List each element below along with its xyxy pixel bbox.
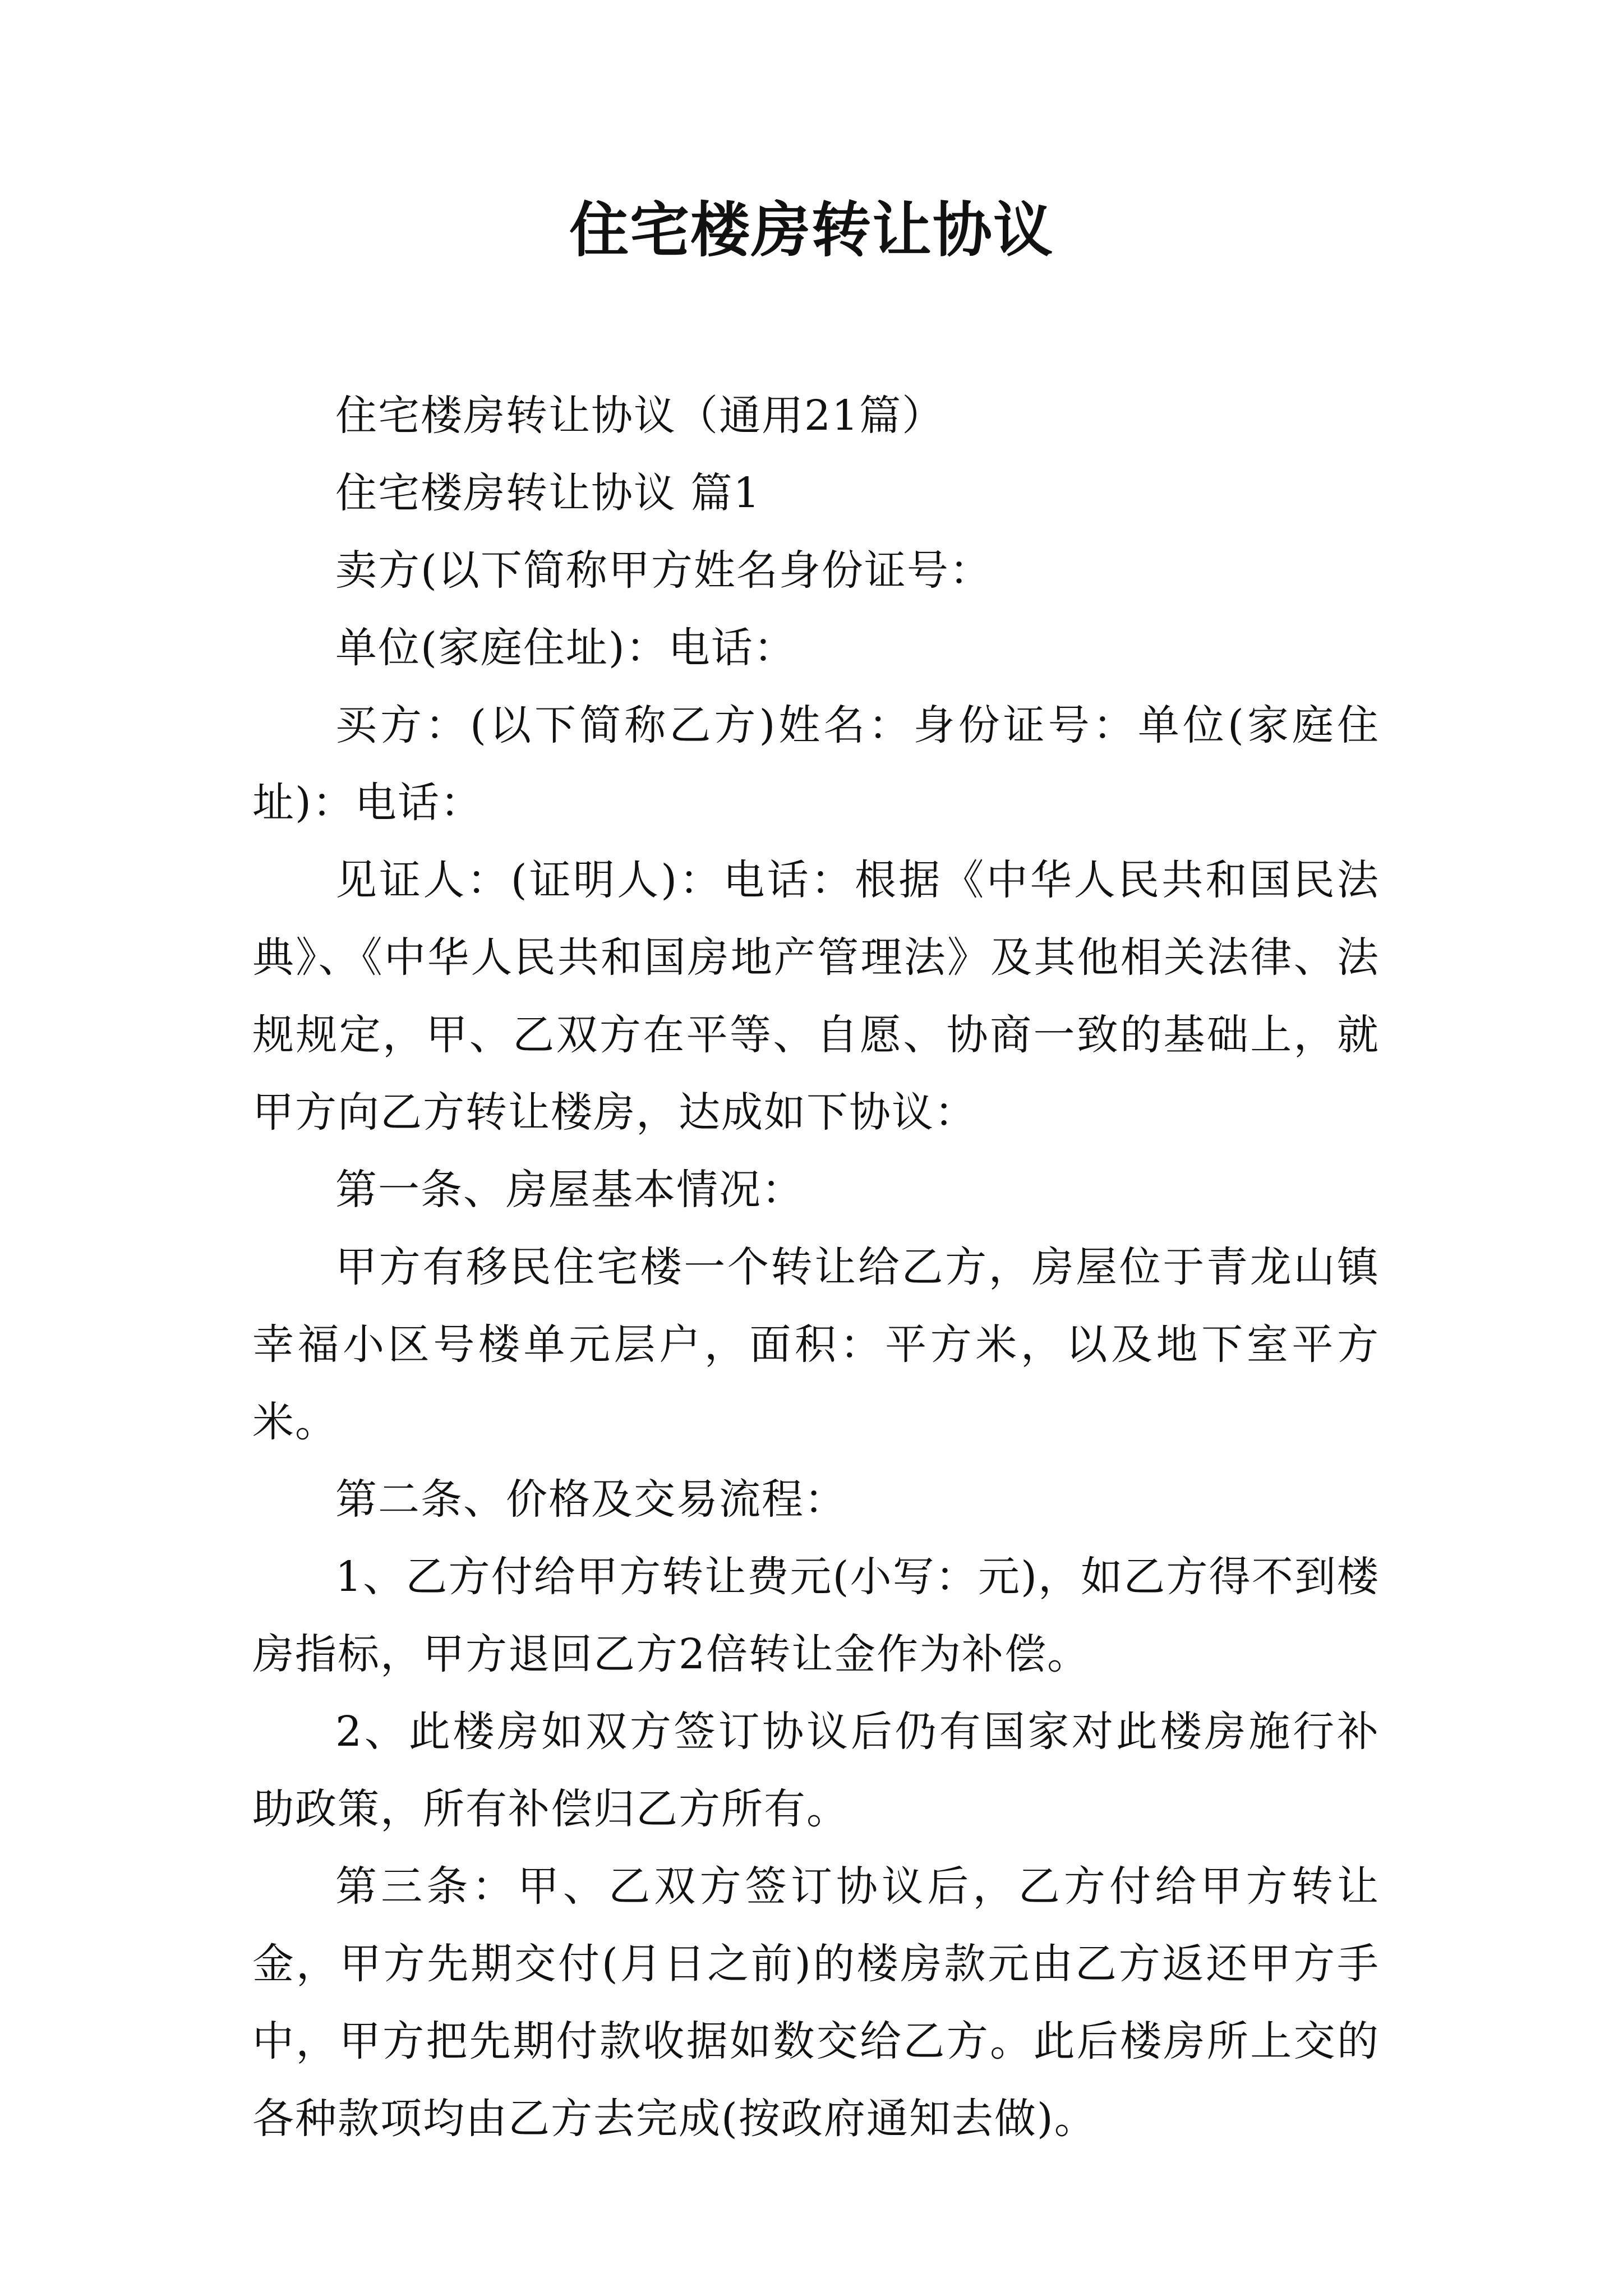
paragraph-article-3: 第三条：甲、乙双方签订协议后，乙方付给甲方转让金，甲方先期交付(月日之前)的楼房款元由乙方返还甲方手中，甲方把先期付款收据如数交给乙方。此后楼房所上交的各种款项均由乙方去完成(按政府通知去做)。 (252, 1862, 1380, 2143)
paragraph-article-2-heading: 第二条、价格及交易流程： (335, 1475, 847, 1524)
paragraph-article-2-item-1: 1、乙方付给甲方转让费元(小写：元)，如乙方得不到楼房指标，甲方退回乙方2倍转让金作为补偿。 (252, 1553, 1380, 1678)
paragraph-witness: 见证人：(证明人)：电话：根据《中华人民共和国民法典》、《中华人民共和国房地产管理法》及其他相关法律、法规规定，甲、乙双方在平等、自愿、协商一致的基础上，就甲方向乙方转让楼房，达成如下协议： (252, 856, 1380, 1137)
paragraph-section-heading: 住宅楼房转让协议 篇1 (335, 469, 761, 517)
paragraph-buyer: 买方：(以下简称乙方)姓名：身份证号：单位(家庭住址)：电话： (252, 701, 1380, 827)
paragraph-seller-address: 单位(家庭住址)：电话： (335, 624, 796, 672)
paragraph-article-1-heading: 第一条、房屋基本情况： (335, 1166, 804, 1214)
paragraph-seller: 卖方(以下简称甲方姓名身份证号： (335, 546, 992, 595)
paragraph-article-2-item-2: 2、此楼房如双方签订协议后仍有国家对此楼房施行补助政策，所有补偿归乙方所有。 (252, 1708, 1380, 1833)
document-body (252, 377, 1380, 2157)
paragraph-article-1-body: 甲方有移民住宅楼一个转让给乙方，房屋位于青龙山镇幸福小区号楼单元层户，面积：平方米，以及地下室平方米。 (252, 1243, 1380, 1446)
paragraph-subtitle: 住宅楼房转让协议（通用21篇） (335, 392, 945, 440)
document-title: 住宅楼房转让协议 (569, 195, 1054, 265)
